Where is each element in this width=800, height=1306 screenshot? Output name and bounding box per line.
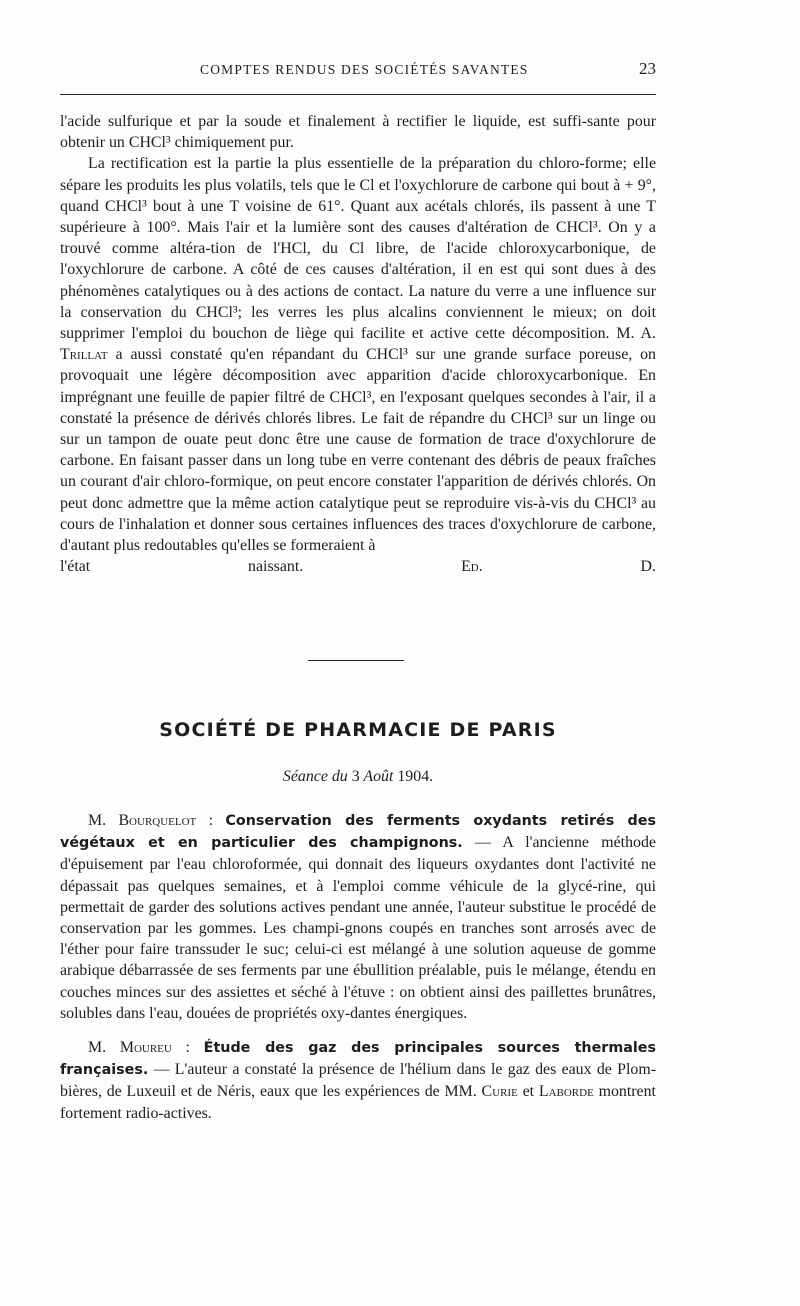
page-number: 23	[639, 59, 656, 78]
entry-prefix: M.	[88, 812, 107, 829]
paragraph-text: La rectification est la partie la plus essentielle de la préparation du chloro-forme; elle sépare les produits les plus volatils, tels que le Cl et l'oxychlorure de carbone qui bout à + 9°, quand CHCl³ bout à une T voisine de 61°. Quant aux acétals chlorés, ils passent à une T supérieure à 100°. Mais l'air et la lumière sont des causes d'altération de CHCl³. On y a trouvé comme altéra-tion de l'HCl, du Cl libre, de l'acide chloroxycarbonique, de l'oxychlorure de carbone. A côté de ces causes d'altération, il en est qui sont dues à des phénomènes catalytiques ou à des actions de contact. La nature du verre a une influence sur la conservation du CHCl³; les verres les plus alcalins conviennent le mieux; on doit supprimer l'emploi du bouchon de liège qui facilite et active cette décomposition. M. A.	[60, 155, 656, 343]
entry-text: — A l'ancienne méthode d'épuisement par l'eau chloroformée, qui donnait des liqueurs oxydantes dont l'activité ne dépassait pas quelques semaines, et à l'emploi comme véhicule de la glycé-rine, qui permettait de garder des solutions actives pendant une année, l'auteur substitue le procédé de conservation par les gommes. Les champi-gnons coupés en tranches sont arrosés avec de l'éther pour faire transsuder le suc; celui-ci est mélangé à une solution aqueuse de gomme arabique débarrassée de ses ferments par une ébullition préalable, puis le mélange, étendu en couches minces sur des assiettes et séché à l'étuve : on obtient ainsi des paillettes brunâtres, solubles dans l'eau, douées de propriétés oxy-dantes énergiques.	[60, 834, 656, 1022]
entry-prefix: M.	[88, 1039, 107, 1057]
session-label: Séance du	[282, 768, 348, 785]
closing-text: l'état naissant.	[60, 558, 304, 576]
author-name: Bourquelot	[118, 812, 197, 829]
header-rule	[60, 94, 656, 95]
signature: Ed. D.	[461, 558, 656, 576]
author-name: Laborde	[538, 1083, 594, 1101]
entry-separator: :	[185, 1039, 190, 1057]
conjunction: et	[522, 1083, 535, 1101]
entry-title: Conservation des ferments oxydants retirés des végétaux et en particulier des champignons.	[60, 813, 656, 852]
session-month: Août	[363, 768, 394, 785]
entry-separator: :	[208, 812, 214, 829]
entry-text: — L'auteur a constaté la présence de l'hélium dans le gaz des eaux de Plom-bières, de Luxeuil et de Néris, eaux que les expériences de MM.	[60, 1061, 656, 1101]
entry-moureu	[60, 1037, 656, 1124]
session-entries	[60, 810, 656, 1124]
author-name: Trillat	[60, 346, 108, 364]
entry-text: montrent fortement radio-actives.	[60, 1083, 656, 1122]
session-day: 3	[351, 768, 360, 785]
section-heading: SOCIÉTÉ DE PHARMACIE DE PARIS	[159, 719, 557, 741]
paragraph	[60, 153, 656, 556]
session-year: 1904.	[397, 768, 434, 785]
author-name: Moureu	[119, 1039, 172, 1057]
author-name: Curie	[481, 1083, 518, 1101]
entry-bourquelot	[60, 810, 656, 1024]
session-date	[60, 768, 656, 786]
entry-title: Étude des gaz des principales sources thermales françaises.	[60, 1040, 657, 1079]
paragraph-text: a aussi constaté qu'en répandant du CHCl³ sur une grande surface poreuse, on provoquait une légère décomposition avec apparition d'acide chloroxycarbonique. En imprégnant une feuille de papier filtré de CHCl³, en l'exposant quelques secondes à l'air, il a constaté la présence de dérivés chlorés libres. Le fait de répandre du CHCl³ sur un linge ou sur un tampon de ouate peut donc être une cause de formation de trace d'oxychlorure de carbone. En faisant passer dans un long tube en verre contenant des débris de peaux fraîches un courant d'air chloro-formique, on peut encore constater l'apparition de dérivés chlorés. On peut donc admettre que la même action catalytique peut se reproduire vis-à-vis du CHCl³ au cours de l'inhalation et donner sous certaines influences des traces d'oxychlorure de carbone, d'autant plus redoutables qu'elles se formeraient à	[60, 346, 656, 555]
section-divider	[308, 660, 404, 661]
paragraph: l'acide sulfurique et par la soude et finalement à rectifier le liquide, est suffi-sante pour obtenir un CHCl³ chimiquement pur.	[60, 113, 656, 152]
article-continuation	[60, 111, 656, 577]
closing-line	[60, 556, 656, 577]
running-title: COMPTES RENDUS DES SOCIÉTÉS SAVANTES	[200, 62, 529, 77]
